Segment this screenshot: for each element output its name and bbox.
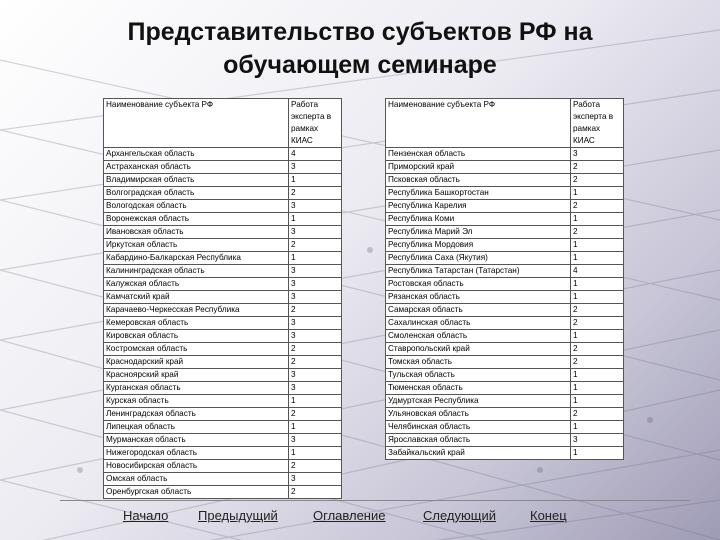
table-row	[386, 278, 624, 291]
region-name-cell: Омская область	[104, 473, 289, 486]
region-name-cell: Владимирская область	[104, 174, 289, 187]
table-row	[104, 356, 342, 369]
table-row	[386, 239, 624, 252]
expert-work-value-cell: 2	[571, 226, 624, 239]
table-row	[104, 148, 342, 161]
title-line-1: Представительство субъектов РФ на	[127, 18, 593, 46]
expert-work-value-cell: 2	[571, 161, 624, 174]
region-name-cell: Калужская область	[104, 278, 289, 291]
nav-contents-link[interactable]: Оглавление	[313, 508, 386, 523]
table-row	[104, 434, 342, 447]
table-row	[104, 382, 342, 395]
expert-work-value-cell: 1	[289, 421, 342, 434]
expert-work-value-cell: 2	[571, 343, 624, 356]
region-name-cell: Волгоградская область	[104, 187, 289, 200]
table-row	[386, 369, 624, 382]
left-table-body	[104, 99, 342, 499]
table-row	[386, 291, 624, 304]
expert-work-value-cell: 3	[289, 369, 342, 382]
region-name-cell: Самарская область	[386, 304, 571, 317]
expert-work-value-cell: 2	[571, 304, 624, 317]
expert-work-value-cell: 1	[571, 382, 624, 395]
right-regions-table	[385, 98, 624, 460]
region-name-cell: Новосибирская область	[104, 460, 289, 473]
expert-work-value-cell: 1	[571, 291, 624, 304]
table-row	[386, 330, 624, 343]
expert-work-value-cell: 2	[289, 304, 342, 317]
region-name-cell: Республика Карелия	[386, 200, 571, 213]
region-name-cell: Ивановская область	[104, 226, 289, 239]
region-name-cell: Республика Башкортостан	[386, 187, 571, 200]
region-name-cell: Курская область	[104, 395, 289, 408]
expert-work-value-cell: 4	[571, 265, 624, 278]
expert-work-value-cell: 3	[571, 434, 624, 447]
table-row	[104, 395, 342, 408]
table-row	[104, 460, 342, 473]
region-name-cell: Курганская область	[104, 382, 289, 395]
navigation-bar	[0, 508, 720, 528]
expert-work-value-cell: 1	[571, 369, 624, 382]
expert-work-value-cell: 2	[571, 356, 624, 369]
region-name-cell: Нижегородская область	[104, 447, 289, 460]
region-name-cell: Ульяновская область	[386, 408, 571, 421]
region-name-cell: Удмуртская Республика	[386, 395, 571, 408]
table-row	[386, 187, 624, 200]
table-row	[386, 265, 624, 278]
nav-previous-link[interactable]: Предыдущий	[198, 508, 278, 523]
expert-work-value-cell: 2	[289, 187, 342, 200]
table-row	[104, 291, 342, 304]
region-name-cell: Кемеровская область	[104, 317, 289, 330]
table-row	[386, 421, 624, 434]
region-name-cell: Тульская область	[386, 369, 571, 382]
table-row	[104, 252, 342, 265]
table-row	[104, 343, 342, 356]
table-row	[104, 187, 342, 200]
table-row	[386, 161, 624, 174]
expert-work-value-cell: 1	[571, 421, 624, 434]
expert-work-value-cell: 3	[289, 473, 342, 486]
region-name-cell: Ростовская область	[386, 278, 571, 291]
footer-divider	[60, 500, 690, 501]
table-row	[104, 161, 342, 174]
region-name-cell: Томская область	[386, 356, 571, 369]
region-name-cell: Псковская область	[386, 174, 571, 187]
expert-work-value-cell: 1	[571, 395, 624, 408]
region-name-cell: Тюменская область	[386, 382, 571, 395]
table-row	[104, 213, 342, 226]
table-row	[104, 447, 342, 460]
region-name-cell: Калининградская область	[104, 265, 289, 278]
region-name-cell: Рязанская область	[386, 291, 571, 304]
expert-work-value-cell: 1	[289, 447, 342, 460]
expert-work-value-cell: 4	[289, 148, 342, 161]
right-table-body	[386, 99, 624, 460]
region-name-cell: Сахалинская область	[386, 317, 571, 330]
table-row	[104, 304, 342, 317]
table-row	[386, 447, 624, 460]
column-header-name: Наименование субъекта РФ	[104, 99, 289, 148]
table-row	[386, 226, 624, 239]
expert-work-value-cell: 1	[571, 187, 624, 200]
table-row	[386, 304, 624, 317]
table-row	[104, 174, 342, 187]
expert-work-value-cell: 2	[571, 200, 624, 213]
region-name-cell: Приморский край	[386, 161, 571, 174]
region-name-cell: Оренбургская область	[104, 486, 289, 499]
region-name-cell: Липецкая область	[104, 421, 289, 434]
table-row	[104, 486, 342, 499]
region-name-cell: Кабардино-Балкарская Республика	[104, 252, 289, 265]
region-name-cell: Карачаево-Черкесская Республика	[104, 304, 289, 317]
expert-work-value-cell: 1	[289, 252, 342, 265]
expert-work-value-cell: 1	[571, 213, 624, 226]
expert-work-value-cell: 3	[289, 317, 342, 330]
table-row	[104, 265, 342, 278]
table-row	[386, 317, 624, 330]
left-regions-table	[103, 98, 342, 499]
table-row	[386, 395, 624, 408]
table-row	[104, 278, 342, 291]
table-row	[386, 213, 624, 226]
region-name-cell: Воронежская область	[104, 213, 289, 226]
column-header-value: Работа эксперта в рамках КИАС	[289, 99, 342, 148]
expert-work-value-cell: 1	[571, 252, 624, 265]
region-name-cell: Кировская область	[104, 330, 289, 343]
expert-work-value-cell: 2	[289, 460, 342, 473]
expert-work-value-cell: 2	[571, 174, 624, 187]
table-row	[104, 226, 342, 239]
region-name-cell: Камчатский край	[104, 291, 289, 304]
region-name-cell: Республика Коми	[386, 213, 571, 226]
region-name-cell: Иркутская область	[104, 239, 289, 252]
region-name-cell: Смоленская область	[386, 330, 571, 343]
expert-work-value-cell: 3	[289, 200, 342, 213]
region-name-cell: Астраханская область	[104, 161, 289, 174]
region-name-cell: Республика Марий Эл	[386, 226, 571, 239]
table-header-row	[386, 99, 624, 148]
table-row	[386, 434, 624, 447]
region-name-cell: Краснодарский край	[104, 356, 289, 369]
table-row	[104, 421, 342, 434]
expert-work-value-cell: 1	[289, 395, 342, 408]
nav-start-link[interactable]: Начало	[123, 508, 169, 523]
table-row	[386, 252, 624, 265]
table-row	[386, 148, 624, 161]
table-header-row	[104, 99, 342, 148]
expert-work-value-cell: 2	[289, 408, 342, 421]
expert-work-value-cell: 2	[289, 343, 342, 356]
expert-work-value-cell: 3	[289, 278, 342, 291]
table-row	[104, 473, 342, 486]
expert-work-value-cell: 3	[289, 265, 342, 278]
expert-work-value-cell: 1	[571, 447, 624, 460]
region-name-cell: Костромская область	[104, 343, 289, 356]
region-name-cell: Красноярский край	[104, 369, 289, 382]
nav-next-link[interactable]: Следующий	[423, 508, 496, 523]
expert-work-value-cell: 2	[571, 317, 624, 330]
expert-work-value-cell: 3	[571, 148, 624, 161]
expert-work-value-cell: 1	[571, 330, 624, 343]
table-row	[104, 317, 342, 330]
region-name-cell: Ленинградская область	[104, 408, 289, 421]
table-row	[104, 408, 342, 421]
region-name-cell: Мурманская область	[104, 434, 289, 447]
region-name-cell: Вологодская область	[104, 200, 289, 213]
table-row	[104, 369, 342, 382]
expert-work-value-cell: 1	[289, 174, 342, 187]
region-name-cell: Республика Мордовия	[386, 239, 571, 252]
expert-work-value-cell: 1	[571, 278, 624, 291]
expert-work-value-cell: 1	[571, 239, 624, 252]
table-row	[386, 382, 624, 395]
expert-work-value-cell: 2	[289, 239, 342, 252]
region-name-cell: Республика Татарстан (Татарстан)	[386, 265, 571, 278]
table-row	[386, 200, 624, 213]
table-row	[104, 330, 342, 343]
slide-title	[40, 16, 680, 82]
table-row	[104, 200, 342, 213]
column-header-value: Работа эксперта в рамках КИАС	[571, 99, 624, 148]
region-name-cell: Забайкальский край	[386, 447, 571, 460]
expert-work-value-cell: 3	[289, 382, 342, 395]
expert-work-value-cell: 3	[289, 434, 342, 447]
title-line-2: обучающем семинаре	[223, 51, 497, 79]
expert-work-value-cell: 3	[289, 226, 342, 239]
region-name-cell: Республика Саха (Якутия)	[386, 252, 571, 265]
table-row	[386, 356, 624, 369]
region-name-cell: Ярославская область	[386, 434, 571, 447]
column-header-name: Наименование субъекта РФ	[386, 99, 571, 148]
expert-work-value-cell: 2	[289, 486, 342, 499]
region-name-cell: Пензенская область	[386, 148, 571, 161]
table-row	[386, 408, 624, 421]
table-row	[386, 343, 624, 356]
table-row	[386, 174, 624, 187]
expert-work-value-cell: 3	[289, 161, 342, 174]
expert-work-value-cell: 3	[289, 330, 342, 343]
region-name-cell: Архангельская область	[104, 148, 289, 161]
expert-work-value-cell: 1	[289, 213, 342, 226]
expert-work-value-cell: 3	[289, 291, 342, 304]
region-name-cell: Челябинская область	[386, 421, 571, 434]
expert-work-value-cell: 2	[571, 408, 624, 421]
region-name-cell: Ставропольский край	[386, 343, 571, 356]
expert-work-value-cell: 2	[289, 356, 342, 369]
table-row	[104, 239, 342, 252]
nav-end-link[interactable]: Конец	[530, 508, 567, 523]
